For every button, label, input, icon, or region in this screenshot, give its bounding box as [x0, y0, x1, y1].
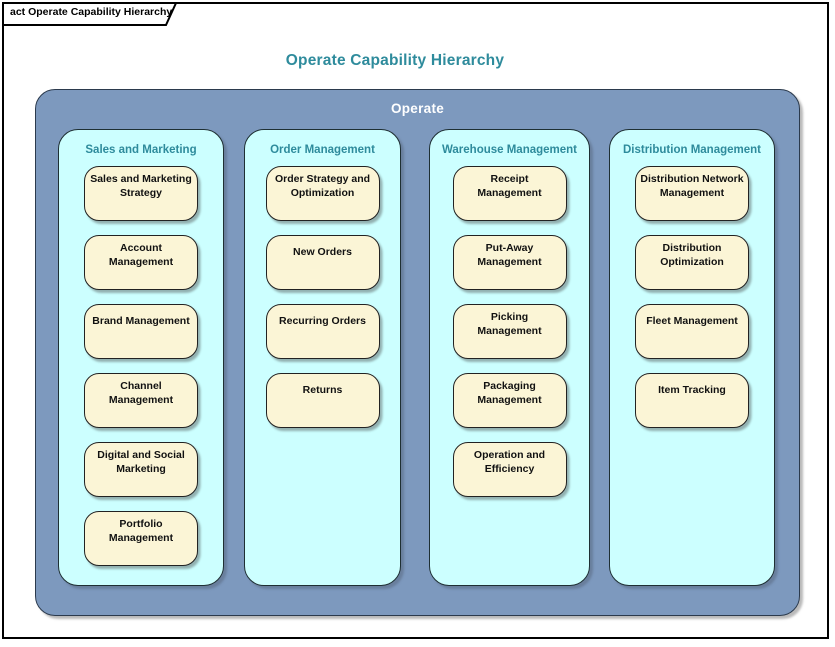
capability-label: Account Management: [108, 242, 174, 268]
capability-box[interactable]: [635, 235, 749, 290]
capability-label: Receipt Management: [477, 173, 542, 199]
column-order-management[interactable]: [244, 129, 401, 586]
capability-label: Portfolio Management: [108, 518, 174, 544]
capability-box[interactable]: [84, 373, 198, 428]
capability-box[interactable]: [266, 373, 380, 428]
capability-label: Packaging Management: [477, 380, 542, 406]
capability-label: Returns: [302, 384, 343, 396]
column-header: Distribution Management: [622, 143, 761, 156]
operate-container-label: Operate: [390, 101, 445, 116]
capability-box[interactable]: [266, 166, 380, 221]
capability-box[interactable]: [453, 373, 567, 428]
capability-label: Operation and Efficiency: [473, 449, 546, 475]
capability-label: Fleet Management: [646, 315, 738, 327]
capability-label: Distribution Optimization: [660, 242, 724, 268]
capability-box[interactable]: [635, 166, 749, 221]
capability-box[interactable]: [453, 166, 567, 221]
capability-label: Recurring Orders: [279, 315, 366, 327]
capability-box-list: [59, 166, 223, 566]
column-header: Order Management: [270, 143, 375, 156]
capability-label: Order Strategy and Optimization: [274, 173, 371, 199]
capability-label: Brand Management: [92, 315, 190, 327]
capability-box[interactable]: [453, 442, 567, 497]
capability-label: New Orders: [293, 246, 352, 258]
column-warehouse-management[interactable]: [429, 129, 590, 586]
capability-box-list: [430, 166, 589, 497]
capability-label: Put-Away Management: [477, 242, 542, 268]
capability-label: Digital and Social Marketing: [97, 449, 185, 475]
column-distribution-management[interactable]: [609, 129, 775, 586]
capability-box[interactable]: [635, 304, 749, 359]
capability-box[interactable]: [453, 235, 567, 290]
capability-box-list: [610, 166, 774, 428]
capability-box-list: [245, 166, 400, 428]
column-header: Warehouse Management: [441, 143, 578, 156]
column-header: Sales and Marketing: [85, 143, 197, 156]
capability-box[interactable]: [84, 235, 198, 290]
capability-box[interactable]: [635, 373, 749, 428]
capability-label: Sales and Marketing Strategy: [90, 173, 192, 199]
capability-label: Channel Management: [108, 380, 174, 406]
capability-box[interactable]: [84, 442, 198, 497]
capability-label: Picking Management: [477, 311, 542, 337]
frame-tab-label: act Operate Capability Hierarchy: [10, 6, 173, 18]
capability-box[interactable]: [84, 304, 198, 359]
column-sales-and-marketing[interactable]: [58, 129, 224, 586]
capability-label: Item Tracking: [658, 384, 726, 396]
capability-box[interactable]: [266, 235, 380, 290]
capability-label: Distribution Network Management: [640, 173, 744, 199]
operate-container[interactable]: [35, 89, 800, 616]
capability-box[interactable]: [84, 511, 198, 566]
diagram-title: Operate Capability Hierarchy: [285, 52, 505, 69]
capability-box[interactable]: [266, 304, 380, 359]
capability-box[interactable]: [453, 304, 567, 359]
capability-box[interactable]: [84, 166, 198, 221]
